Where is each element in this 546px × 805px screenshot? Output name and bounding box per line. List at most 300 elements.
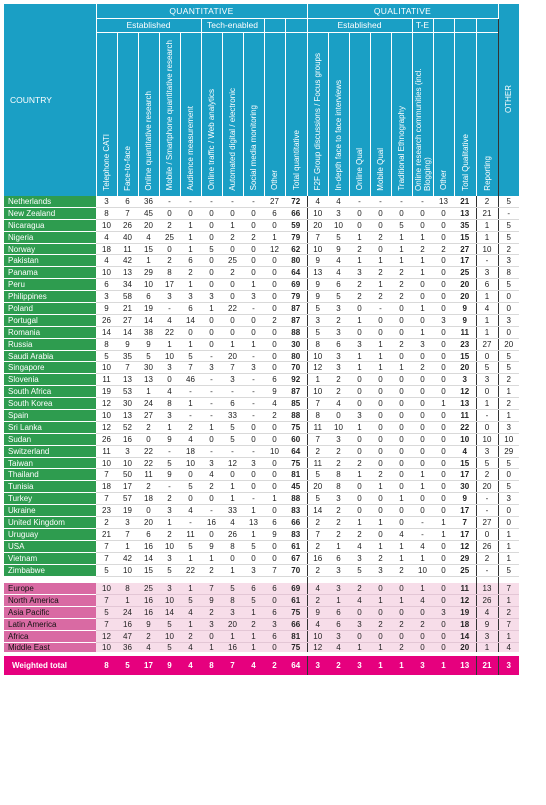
cell: 14	[454, 631, 476, 643]
cell: 15	[138, 564, 159, 576]
cell: 80	[285, 350, 307, 362]
cell: 1	[180, 231, 201, 243]
cell: 18	[96, 481, 117, 493]
cell: 10	[117, 564, 138, 576]
cell: 12	[222, 457, 243, 469]
country-row-name: USA	[4, 540, 96, 552]
cell: 0	[412, 219, 433, 231]
cell: 0	[433, 255, 454, 267]
cell: 3	[328, 362, 349, 374]
cell: 5	[138, 350, 159, 362]
cell: 10	[328, 421, 349, 433]
region-row-name: Africa	[4, 631, 96, 643]
cell: 6	[264, 631, 285, 643]
cell: 3	[433, 607, 454, 619]
cell: 13	[117, 267, 138, 279]
cell: 1	[391, 493, 412, 505]
cell: 2	[328, 314, 349, 326]
cell: 0	[412, 279, 433, 291]
cell: 0	[243, 552, 264, 564]
cell: 12	[264, 243, 285, 255]
cell: 1	[243, 528, 264, 540]
cell: 1	[370, 481, 391, 493]
country-row-name: Sri Lanka	[4, 421, 96, 433]
cell: 0	[498, 517, 519, 529]
cell: 0	[412, 374, 433, 386]
cell: 29	[498, 445, 519, 457]
region-row	[4, 583, 519, 595]
cell: 2	[476, 196, 498, 208]
cell: 10	[138, 279, 159, 291]
cell: 2	[328, 386, 349, 398]
cell: 10	[159, 540, 180, 552]
cell: 29	[138, 267, 159, 279]
country-row	[4, 267, 519, 279]
cell: 1	[222, 564, 243, 576]
cell: 2	[328, 505, 349, 517]
cell: 30	[285, 338, 307, 350]
cell: 4	[328, 398, 349, 410]
cell: 4	[412, 595, 433, 607]
cell: 2	[138, 481, 159, 493]
cell: 2	[349, 291, 370, 303]
cell: 0	[433, 583, 454, 595]
cell: 10	[96, 267, 117, 279]
gap-cell	[201, 576, 222, 583]
cell: 0	[433, 469, 454, 481]
cell: 1	[243, 338, 264, 350]
cell: 0	[433, 374, 454, 386]
cell: 26	[117, 219, 138, 231]
cell: 1	[370, 654, 391, 675]
cell: 3	[498, 421, 519, 433]
cell: 0	[264, 469, 285, 481]
cell: 0	[370, 445, 391, 457]
cell: 4	[159, 386, 180, 398]
cell: 9	[159, 469, 180, 481]
country-row	[4, 219, 519, 231]
cell: 0	[201, 219, 222, 231]
cell: 1	[433, 398, 454, 410]
cell: 1	[433, 654, 454, 675]
country-row	[4, 410, 519, 422]
cell: 5	[307, 303, 328, 315]
cell: 0	[349, 493, 370, 505]
cell: 5	[222, 421, 243, 433]
country-row-name: Spain	[4, 410, 96, 422]
cell: 1	[328, 540, 349, 552]
cell: 0	[264, 255, 285, 267]
cell: 12	[307, 362, 328, 374]
region-row	[4, 631, 519, 643]
cell: 2	[201, 481, 222, 493]
cell: 0	[391, 469, 412, 481]
cell: 1	[349, 517, 370, 529]
cell: 46	[180, 374, 201, 386]
cell: 0	[412, 631, 433, 643]
cell: 4	[222, 517, 243, 529]
cell: 1	[243, 607, 264, 619]
cell: 9	[201, 595, 222, 607]
cell: 13	[117, 374, 138, 386]
cell: 0	[498, 469, 519, 481]
cell: 9	[476, 619, 498, 631]
cell: 6	[328, 619, 349, 631]
qual-other-spacer	[433, 18, 454, 32]
column-header: Online traffic / Web analytics	[201, 32, 222, 196]
cell: 1	[349, 362, 370, 374]
te-header: T-E	[412, 18, 433, 32]
quant-total-spacer	[285, 18, 307, 32]
column-header: In-depth face to face interviews	[328, 32, 349, 196]
region-row-name: Latin America	[4, 619, 96, 631]
cell: 4	[201, 469, 222, 481]
cell: -	[201, 350, 222, 362]
cell: 9	[96, 303, 117, 315]
cell: 20	[138, 219, 159, 231]
cell: 0	[433, 552, 454, 564]
cell: 3	[433, 314, 454, 326]
cell: 0	[159, 243, 180, 255]
cell: 0	[222, 469, 243, 481]
cell: 60	[285, 433, 307, 445]
cell: 2	[243, 619, 264, 631]
cell: -	[476, 564, 498, 576]
cell: 9	[159, 654, 180, 675]
cell: -	[243, 196, 264, 208]
cell: 2	[180, 421, 201, 433]
cell: 2	[307, 595, 328, 607]
cell: 0	[264, 433, 285, 445]
cell: 3	[328, 433, 349, 445]
cell: 0	[201, 493, 222, 505]
cell: 58	[117, 291, 138, 303]
cell: 2	[328, 654, 349, 675]
cell: 1	[391, 255, 412, 267]
cell: 7	[307, 398, 328, 410]
cell: 0	[433, 326, 454, 338]
cell: 2	[391, 291, 412, 303]
cell: 22	[180, 564, 201, 576]
cell: 3	[328, 303, 349, 315]
cell: 0	[349, 433, 370, 445]
cell: 83	[285, 528, 307, 540]
country-row	[4, 374, 519, 386]
cell: 0	[349, 398, 370, 410]
cell: 3	[222, 374, 243, 386]
cell: 0	[180, 326, 201, 338]
cell: 0	[391, 517, 412, 529]
cell: 4	[180, 642, 201, 654]
country-row-name: Nigeria	[4, 231, 96, 243]
cell: 2	[349, 279, 370, 291]
cell: 19	[454, 607, 476, 619]
cell: -	[243, 398, 264, 410]
gap-cell	[159, 576, 180, 583]
cell: 0	[391, 505, 412, 517]
cell: 12	[96, 631, 117, 643]
other-group-header: OTHER	[498, 4, 519, 196]
cell: 3	[412, 654, 433, 675]
cell: -	[201, 196, 222, 208]
cell: 18	[454, 619, 476, 631]
cell: 0	[264, 291, 285, 303]
cell: 1	[370, 595, 391, 607]
cell: 3	[349, 619, 370, 631]
cell: 0	[264, 595, 285, 607]
cell: 20	[476, 481, 498, 493]
cell: 66	[285, 207, 307, 219]
cell: 7	[96, 619, 117, 631]
cell: 0	[391, 350, 412, 362]
cell: -	[243, 374, 264, 386]
cell: 0	[222, 326, 243, 338]
country-row-name: Sudan	[4, 433, 96, 445]
cell: 0	[264, 362, 285, 374]
cell: 0	[433, 267, 454, 279]
gap-cell	[391, 576, 412, 583]
cell: 20	[222, 619, 243, 631]
cell: 2	[370, 619, 391, 631]
cell: 85	[285, 398, 307, 410]
country-row-name: Peru	[4, 279, 96, 291]
cell: 21	[476, 654, 498, 675]
cell: 14	[159, 607, 180, 619]
cell: 1	[201, 552, 222, 564]
cell: 5	[498, 196, 519, 208]
gap-cell	[370, 576, 391, 583]
cell: 35	[117, 350, 138, 362]
cell: -	[201, 398, 222, 410]
cell: 16	[117, 619, 138, 631]
cell: 21	[117, 303, 138, 315]
cell: 2	[307, 445, 328, 457]
cell: 87	[285, 386, 307, 398]
cell: 4	[328, 255, 349, 267]
cell: 1	[349, 255, 370, 267]
cell: 0	[391, 314, 412, 326]
cell: 7	[307, 231, 328, 243]
cell: 14	[96, 326, 117, 338]
cell: 10	[454, 433, 476, 445]
cell: 5	[243, 540, 264, 552]
cell: 3	[117, 517, 138, 529]
country-row-name: Panama	[4, 267, 96, 279]
region-row	[4, 595, 519, 607]
cell: 0	[138, 505, 159, 517]
cell: 4	[307, 196, 328, 208]
cell: 3	[498, 654, 519, 675]
cell: 1	[201, 421, 222, 433]
section-gap	[4, 576, 519, 583]
cell: -	[412, 517, 433, 529]
country-row	[4, 493, 519, 505]
cell: 4	[349, 540, 370, 552]
cell: 0	[370, 207, 391, 219]
cell: 21	[454, 196, 476, 208]
cell: 10	[498, 433, 519, 445]
country-row	[4, 540, 519, 552]
cell: 69	[285, 279, 307, 291]
cell: 5	[498, 564, 519, 576]
cell: 1	[498, 410, 519, 422]
cell: 5	[476, 457, 498, 469]
cell: 0	[391, 631, 412, 643]
cell: 1	[498, 595, 519, 607]
cell: 1	[476, 326, 498, 338]
cell: 2	[412, 362, 433, 374]
cell: 9	[454, 314, 476, 326]
cell: 3	[243, 291, 264, 303]
cell: 16	[138, 595, 159, 607]
cell: 1	[222, 493, 243, 505]
cell: 9	[307, 291, 328, 303]
cell: 0	[433, 350, 454, 362]
cell: 10	[476, 243, 498, 255]
cell: 0	[349, 445, 370, 457]
cell: 10	[96, 583, 117, 595]
cell: 10	[476, 433, 498, 445]
cell: -	[476, 255, 498, 267]
cell: 6	[328, 338, 349, 350]
cell: 5	[328, 291, 349, 303]
cell: 83	[285, 505, 307, 517]
cell: 9	[159, 433, 180, 445]
cell: 57	[117, 493, 138, 505]
cell: 70	[285, 362, 307, 374]
cell: 18	[180, 445, 201, 457]
cell: 2	[349, 243, 370, 255]
cell: 75	[285, 421, 307, 433]
country-row-name: South Africa	[4, 386, 96, 398]
cell: 1	[180, 279, 201, 291]
cell: 10	[159, 350, 180, 362]
cell: 4	[454, 445, 476, 457]
cell: 33	[222, 505, 243, 517]
cell: 0	[433, 279, 454, 291]
cell: 1	[349, 642, 370, 654]
cell: -	[243, 303, 264, 315]
cell: 12	[454, 386, 476, 398]
cell: 0	[349, 481, 370, 493]
cell: 8	[96, 207, 117, 219]
cell: 5	[243, 595, 264, 607]
cell: 1	[391, 362, 412, 374]
cell: 0	[349, 303, 370, 315]
cell: 2	[391, 267, 412, 279]
cell: 5	[498, 362, 519, 374]
cell: 0	[476, 528, 498, 540]
country-row	[4, 303, 519, 315]
cell: 5	[498, 350, 519, 362]
cell: 0	[433, 219, 454, 231]
cell: 26	[476, 595, 498, 607]
country-row	[4, 326, 519, 338]
cell: 52	[117, 421, 138, 433]
cell: 66	[285, 517, 307, 529]
cell: 5	[159, 457, 180, 469]
cell: 0	[370, 386, 391, 398]
cell: 0	[476, 421, 498, 433]
cell: 7	[117, 207, 138, 219]
cell: 62	[285, 243, 307, 255]
cell: 2	[180, 631, 201, 643]
cell: 2	[370, 469, 391, 481]
cell: 3	[180, 291, 201, 303]
cell: 2	[498, 398, 519, 410]
cell: 21	[476, 207, 498, 219]
cell: 7	[96, 469, 117, 481]
cell: 3	[159, 505, 180, 517]
cell: 25	[222, 255, 243, 267]
country-row-name: Saudi Arabia	[4, 350, 96, 362]
cell: 4	[307, 583, 328, 595]
cell: 5	[159, 564, 180, 576]
cell: 33	[222, 410, 243, 422]
cell: 2	[370, 552, 391, 564]
cell: 3	[307, 654, 328, 675]
cell: -	[370, 303, 391, 315]
cell: 3	[328, 350, 349, 362]
cell: 0	[433, 564, 454, 576]
cell: 1	[498, 386, 519, 398]
cell: 4	[498, 642, 519, 654]
cell: 2	[243, 231, 264, 243]
cell: 11	[307, 457, 328, 469]
cell: 40	[117, 231, 138, 243]
cell: 0	[391, 398, 412, 410]
cell: 2	[370, 291, 391, 303]
column-header: Audience measurement	[180, 32, 201, 196]
cell: 19	[117, 505, 138, 517]
cell: -	[243, 350, 264, 362]
cell: 0	[370, 505, 391, 517]
cell: 0	[370, 421, 391, 433]
cell: 0	[412, 314, 433, 326]
country-row	[4, 457, 519, 469]
cell: 1	[243, 631, 264, 643]
cell: 8	[159, 398, 180, 410]
weighted-total-row-name: Weighted total	[4, 654, 96, 675]
country-row-name: Singapore	[4, 362, 96, 374]
cell: 0	[201, 207, 222, 219]
cell: 61	[285, 595, 307, 607]
cell: 5	[180, 350, 201, 362]
cell: 0	[370, 433, 391, 445]
country-row	[4, 564, 519, 576]
cell: -	[180, 410, 201, 422]
reporting-spacer	[476, 18, 498, 32]
cell: 11	[138, 469, 159, 481]
cell: 0	[433, 631, 454, 643]
column-header: Social media monitoring	[243, 32, 264, 196]
weighted-total-row	[4, 654, 519, 675]
cell: 0	[433, 619, 454, 631]
cell: 2	[370, 267, 391, 279]
cell: 16	[222, 642, 243, 654]
cell: 0	[264, 642, 285, 654]
cell: 2	[498, 607, 519, 619]
cell: 26	[96, 314, 117, 326]
cell: 26	[222, 528, 243, 540]
country-header: COUNTRY	[4, 4, 96, 196]
cell: 4	[180, 505, 201, 517]
cell: 17	[454, 255, 476, 267]
cell: 3	[201, 291, 222, 303]
cell: 0	[243, 469, 264, 481]
cell: 75	[285, 607, 307, 619]
country-row-name: Slovenia	[4, 374, 96, 386]
